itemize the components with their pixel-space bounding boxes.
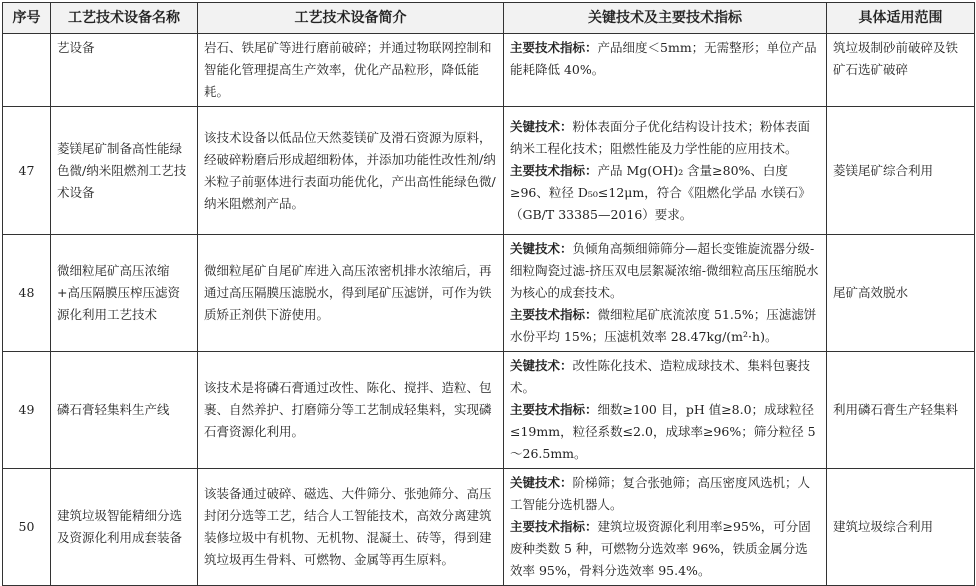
- indicator-text: 产品 Mg(OH)₂ 含量≥80%、白度≥96、粒径 D₅₀≤12μm，符合《阻燃化学品 水镁石》（GB/T 33385—2016）要求。: [510, 162, 811, 222]
- header-row: [3, 3, 975, 34]
- row-key: [504, 235, 827, 352]
- key-label: 关键技术：: [510, 358, 573, 373]
- header-intro: 工艺技术设备简介: [198, 3, 504, 34]
- row-number: [3, 34, 51, 107]
- row-name: 微细粒尾矿高压浓缩+高压隔膜压榨压滤资源化利用工艺技术: [51, 235, 198, 352]
- row-scope: 利用磷石膏生产轻集料: [827, 352, 975, 469]
- key-text: 粉体表面分子优化结构设计技术；粉体表面纳米工程化技术；阻燃性能及力学性能的应用技术。: [510, 118, 811, 156]
- table-row: [3, 352, 975, 469]
- row-intro: 微细粒尾矿自尾矿库进入高压浓密机排水浓缩后，再通过高压隔膜压滤脱水，得到尾矿压滤饼，可作为铁质矫正剂供下游使用。: [198, 235, 504, 352]
- row-intro: 岩石、铁尾矿等进行磨前破碎；并通过物联网控制和智能化管理提高生产效率，优化产品粒形，降低能耗。: [198, 34, 504, 107]
- row-number: 47: [3, 107, 51, 235]
- row-number: 50: [3, 469, 51, 586]
- indicator-label: 主要技术指标：: [510, 519, 598, 534]
- key-text: 阶梯筛；复合张弛筛；高压密度风选机；人工智能分选机器人。: [510, 475, 811, 512]
- row-number: 48: [3, 235, 51, 352]
- key-label: 关键技术：: [510, 118, 573, 134]
- indicator-label: 主要技术指标：: [510, 162, 598, 178]
- row-key: [504, 352, 827, 469]
- row-scope: 菱镁尾矿综合利用: [827, 107, 975, 235]
- key-text: 负倾角高频细筛筛分—超长变锥旋流器分级-细粒陶瓷过滤-挤压双电层絮凝浓缩-微细粒高压压缩脱水为核心的成套技术。: [510, 241, 819, 300]
- header-num: 序号: [3, 3, 51, 34]
- row-intro: 该技术是将磷石膏通过改性、陈化、搅拌、造粒、包裹、自然养护、打磨筛分等工艺制成轻集料，实现磷石膏资源化利用。: [198, 352, 504, 469]
- row-name: 艺设备: [51, 34, 198, 107]
- indicator-text: 微细粒尾矿底流浓度 51.5%；压滤滤饼水份平均 15%；压滤机效率 28.47kg/(m²·h)。: [510, 307, 817, 344]
- table-row: [3, 469, 975, 586]
- row-name: 建筑垃圾智能精细分选及资源化利用成套装备: [51, 469, 198, 586]
- table-row: [3, 235, 975, 352]
- process-table: [2, 2, 975, 586]
- row-scope: 筑垃圾制砂前破碎及铁矿石选矿破碎: [827, 34, 975, 107]
- table-row: [3, 107, 975, 235]
- row-name: 磷石膏轻集料生产线: [51, 352, 198, 469]
- indicator-label: 主要技术指标：: [510, 40, 598, 55]
- row-key: [504, 469, 827, 586]
- row-key: [504, 107, 827, 235]
- row-key: [504, 34, 827, 107]
- key-text: 改性陈化技术、造粒成球技术、集料包裹技术。: [510, 358, 811, 395]
- row-scope: 建筑垃圾综合利用: [827, 469, 975, 586]
- header-scope: 具体适用范围: [827, 3, 975, 34]
- indicator-text: 产品细度＜5mm；无需整形；单位产品能耗降低 40%。: [510, 40, 817, 77]
- row-intro: 该装备通过破碎、磁选、大件筛分、张弛筛分、高压封闭分选等工艺，结合人工智能技术，高效分离建筑装修垃圾中有机物、无机物、混凝土、砖等，得到建筑垃圾再生骨料、可燃物、金属等再生原料。: [198, 469, 504, 586]
- row-intro: 该技术设备以低品位天然菱镁矿及滑石资源为原料，经破碎粉磨后形成超细粉体，并添加功能性改性剂/纳米粒子前驱体进行表面功能优化，产出高性能绿色微/纳米阻燃剂产品。: [198, 107, 504, 235]
- row-name: 菱镁尾矿制备高性能绿色微/纳米阻燃剂工艺技术设备: [51, 107, 198, 235]
- key-label: 关键技术：: [510, 241, 573, 256]
- row-number: 49: [3, 352, 51, 469]
- indicator-text: 建筑垃圾资源化利用率≥95%，可分固废种类数 5 种，可燃物分选效率 96%，铁质金属分选效率 95%，骨料分选效率 95.4%。: [510, 519, 811, 578]
- indicator-label: 主要技术指标：: [510, 402, 598, 417]
- header-key: 关键技术及主要技术指标: [504, 3, 827, 34]
- header-name: 工艺技术设备名称: [51, 3, 198, 34]
- row-scope: 尾矿高效脱水: [827, 235, 975, 352]
- indicator-text: 细数≥100 目，pH 值≥8.0；成球粒径≤19mm，粒径系数≤2.0，成球率≥96%；筛分粒径 5～26.5mm。: [510, 402, 816, 461]
- indicator-label: 主要技术指标：: [510, 307, 598, 322]
- table-row: [3, 34, 975, 107]
- key-label: 关键技术：: [510, 475, 573, 490]
